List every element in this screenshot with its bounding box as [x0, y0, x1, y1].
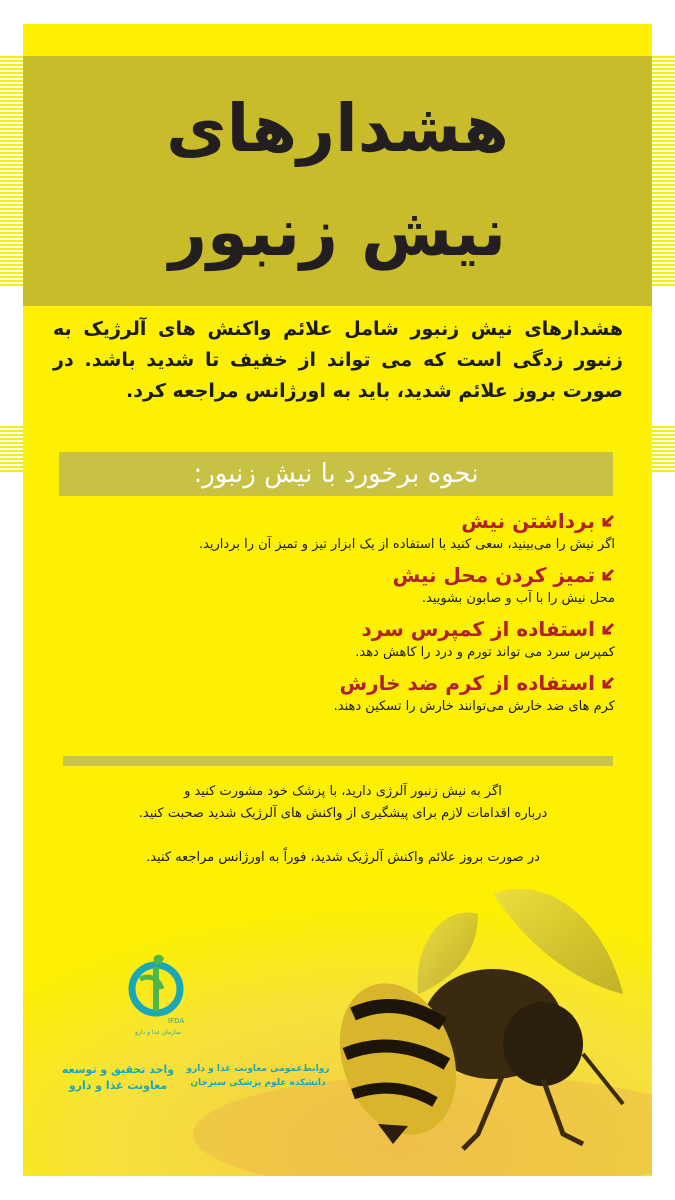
arrow-down-left-icon [601, 622, 615, 636]
advice-text [93, 781, 593, 869]
step-text: کمپرس سرد می تواند تورم و درد را کاهش دهد. [355, 645, 615, 660]
org-right-line-2: دانشکده علوم پزشکی سیرجان [190, 1078, 326, 1088]
left-stripes-sub [0, 426, 23, 474]
step-title: استفاده از کرم ضد خارش [339, 671, 595, 695]
org-left-line-2: معاونت غذا و دارو [68, 1079, 168, 1092]
logo-caption: سازمان غذا و دارو [135, 1029, 181, 1036]
intro-text: هشدارهای نیش زنبور شامل علائم واکنش های آلرژیک به زنبور زدگی است که می تواند از خفیف تا شدید باشد. در صورت بروز علائم شدید، باید به اورژانس مراجعه کرد. [53, 318, 623, 402]
org-left [43, 1062, 193, 1094]
arrow-down-left-icon [601, 514, 615, 528]
org-left-line-1: واحد تحقیق و توسعه [61, 1063, 175, 1076]
title-line-2: نیش زنبور [168, 194, 507, 271]
logo-abbr: IFDA [168, 1017, 185, 1025]
step-text: کرم های ضد خارش می‌توانند خارش را تسکین دهند. [333, 699, 615, 714]
subtitle: نحوه برخورد با نیش زنبور: [193, 459, 479, 489]
org-right-line-1: روابط‌عمومی معاونت غذا و دارو [186, 1064, 330, 1074]
org-right [183, 1062, 333, 1090]
arrow-down-left-icon [601, 676, 615, 690]
advice-line-3: در صورت بروز علائم واکنش آلرژیک شدید، فوراً به اورژانس مراجعه کنید. [146, 850, 540, 865]
steps-list [63, 507, 615, 723]
left-stripes [0, 56, 23, 286]
divider [63, 756, 613, 766]
arrow-down-left-icon [601, 568, 615, 582]
step-text: محل نیش را با آب و صابون بشویید. [421, 591, 615, 606]
ifda-logo [118, 949, 198, 1039]
right-stripes-sub [652, 426, 675, 474]
step-title: برداشتن نیش [461, 509, 595, 533]
advice-line-1: اگر به نیش زنبور آلرژی دارید، با پزشک خود مشورت کنید و [184, 784, 502, 799]
poster-card [23, 24, 652, 1176]
step-text: اگر نیش را می‌بینید، سعی کنید با استفاده از یک ابزار تیز و تمیز آن را بردارید. [198, 537, 615, 552]
advice-line-2: درباره اقدامات لازم برای پیشگیری از واکنش های آلرژیک شدید صحبت کنید. [138, 806, 548, 821]
step-item [63, 669, 615, 717]
step-title: استفاده از کمپرس سرد [361, 617, 595, 641]
step-item [63, 561, 615, 609]
step-title: تمیز کردن محل نیش [392, 563, 595, 587]
title-line-1: هشدارهای [166, 90, 509, 167]
step-item [63, 507, 615, 555]
step-item [63, 615, 615, 663]
right-stripes [652, 56, 675, 286]
